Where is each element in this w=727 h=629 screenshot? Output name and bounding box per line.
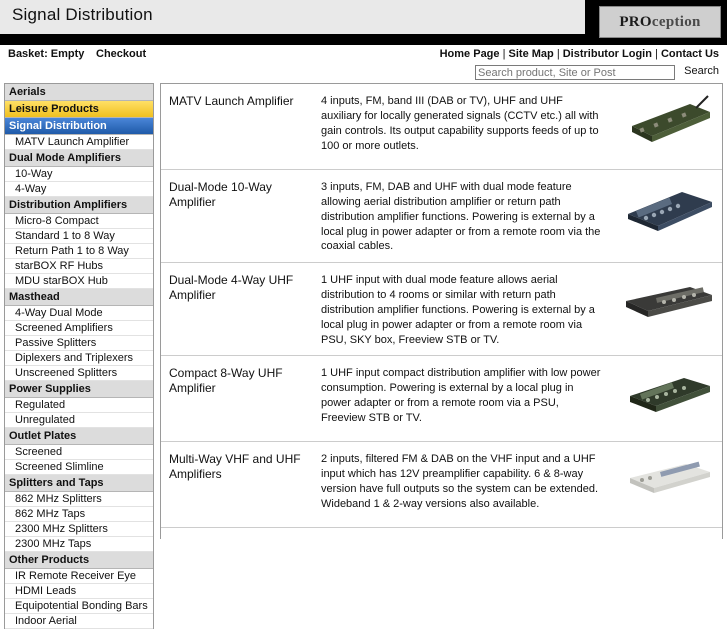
sidebar-item-regulated[interactable]: Regulated <box>5 398 153 413</box>
product-row[interactable] <box>161 84 722 170</box>
product-description: 3 inputs, FM, DAB and UHF with dual mode feature allowing aerial distribution amplifier or return path distribution amplifier functions. Powering is external by a local plug in power adapter or from a remote room via the coaxial cables. <box>321 181 601 253</box>
brand-logo-ception: ception <box>651 13 701 30</box>
nav-site-map[interactable]: Site Map <box>508 48 554 60</box>
sidebar-item-indoor-aerial[interactable]: Indoor Aerial <box>5 614 153 629</box>
sidebar-item-mdu-starbox-hub[interactable]: MDU starBOX Hub <box>5 274 153 289</box>
brand-logo-pro: PRO <box>619 13 652 30</box>
sidebar-item-diplexers-and-triplexers[interactable]: Diplexers and Triplexers <box>5 351 153 366</box>
product-name[interactable]: MATV Launch Amplifier <box>169 94 294 108</box>
product-description: 1 UHF input with dual mode feature allows aerial distribution to 4 rooms or similar with return path distribution amplifier functions. Powering is external by a local plug in power adapter or from a remote room via PSU, SKY box, Freeview STB or TV. <box>321 274 595 346</box>
page-header <box>0 0 727 45</box>
dual-mode-4-way-uhf-amplifier-image <box>614 263 722 337</box>
sidebar-item-standard-1-to-8-way[interactable]: Standard 1 to 8 Way <box>5 229 153 244</box>
sidebar-item-starbox-rf-hubs[interactable]: starBOX RF Hubs <box>5 259 153 274</box>
product-description: 4 inputs, FM, band III (DAB or TV), UHF and UHF auxiliary for locally generated signals (CCTV etc.) all with gain controls. Its output capability supports feeds of up to 100 or more outlets. <box>321 95 599 152</box>
sidebar-group-other-products[interactable]: Other Products <box>5 552 153 569</box>
sidebar-group-masthead[interactable]: Masthead <box>5 289 153 306</box>
multi-way-vhf-uhf-amplifiers-image <box>614 442 722 512</box>
sidebar-group-distribution-amplifiers[interactable]: Distribution Amplifiers <box>5 197 153 214</box>
sidebar-group-leisure-products[interactable]: Leisure Products <box>5 101 153 118</box>
sidebar-item-4-way[interactable]: 4-Way <box>5 182 153 197</box>
sidebar-item-equipotential-bonding-bars[interactable]: Equipotential Bonding Bars <box>5 599 153 614</box>
sidebar-item-return-path-1-to-8-way[interactable]: Return Path 1 to 8 Way <box>5 244 153 259</box>
search-input[interactable] <box>475 65 675 80</box>
matv-launch-amplifier-image <box>614 84 722 158</box>
sidebar-item-2300-mhz-taps[interactable]: 2300 MHz Taps <box>5 537 153 552</box>
checkout-link[interactable]: Checkout <box>96 48 147 60</box>
sidebar-group-signal-distribution[interactable]: Signal Distribution <box>5 118 153 135</box>
search-bar <box>0 65 727 83</box>
top-navigation <box>440 48 719 60</box>
search-button[interactable]: Search <box>684 65 719 77</box>
utility-bar <box>0 45 727 65</box>
sidebar-item-unregulated[interactable]: Unregulated <box>5 413 153 428</box>
product-list <box>160 83 723 539</box>
nav-home-page[interactable]: Home Page <box>439 48 500 60</box>
sidebar-item-passive-splitters[interactable]: Passive Splitters <box>5 336 153 351</box>
product-row[interactable] <box>161 442 722 528</box>
nav-distributor-login[interactable]: Distributor Login <box>562 48 652 60</box>
product-description: 2 inputs, filtered FM & DAB on the VHF input and a UHF input which has 12V preamplifier capability. 6 & 8-way version have full outputs so the system can be extended. Wideband 1 & 2-way versions also available. <box>321 453 598 510</box>
page-body <box>0 83 727 627</box>
product-row[interactable] <box>161 263 722 356</box>
brand-logo[interactable] <box>599 6 721 38</box>
product-name[interactable]: Dual-Mode 4-Way UHF Amplifier <box>169 273 294 303</box>
sidebar-item-unscreened-splitters[interactable]: Unscreened Splitters <box>5 366 153 381</box>
product-name[interactable]: Multi-Way VHF and UHF Amplifiers <box>169 452 301 482</box>
product-row[interactable] <box>161 170 722 263</box>
dual-mode-10-way-amplifier-image <box>614 170 722 244</box>
nav-separator-1: | <box>502 48 506 60</box>
sidebar-item-matv-launch-amplifier[interactable]: MATV Launch Amplifier <box>5 135 153 150</box>
product-description: 1 UHF input compact distribution amplifier with low power consumption. Powering is external by a local plug in power adapter or from a remote room via a PSU, Freeview STB or TV. <box>321 367 601 424</box>
sidebar-group-splitters-and-taps[interactable]: Splitters and Taps <box>5 475 153 492</box>
page-title: Signal Distribution <box>12 5 153 24</box>
sidebar-item-862-mhz-taps[interactable]: 862 MHz Taps <box>5 507 153 522</box>
sidebar-item-4-way-dual-mode[interactable]: 4-Way Dual Mode <box>5 306 153 321</box>
category-sidebar <box>4 83 154 629</box>
sidebar-item-10-way[interactable]: 10-Way <box>5 167 153 182</box>
sidebar-item-screened[interactable]: Screened <box>5 445 153 460</box>
sidebar-group-aerials[interactable]: Aerials <box>5 84 153 101</box>
sidebar-group-outlet-plates[interactable]: Outlet Plates <box>5 428 153 445</box>
sidebar-item-862-mhz-splitters[interactable]: 862 MHz Splitters <box>5 492 153 507</box>
sidebar-item-screened-slimline[interactable]: Screened Slimline <box>5 460 153 475</box>
nav-separator-3: | <box>655 48 658 60</box>
sidebar-group-dual-mode-amplifiers[interactable]: Dual Mode Amplifiers <box>5 150 153 167</box>
sidebar-item-ir-remote-receiver-eye[interactable]: IR Remote Receiver Eye <box>5 569 153 584</box>
sidebar-item-screened-amplifiers[interactable]: Screened Amplifiers <box>5 321 153 336</box>
nav-separator-2: | <box>556 48 560 60</box>
nav-contact-us[interactable]: Contact Us <box>660 48 719 60</box>
sidebar-item-hdmi-leads[interactable]: HDMI Leads <box>5 584 153 599</box>
compact-8-way-uhf-amplifier-image <box>614 356 722 430</box>
product-row[interactable] <box>161 356 722 442</box>
sidebar-item-micro-8-compact[interactable]: Micro-8 Compact <box>5 214 153 229</box>
brand-logo-text <box>619 14 700 31</box>
product-name[interactable]: Compact 8-Way UHF Amplifier <box>169 366 283 396</box>
sidebar-item-2300-mhz-splitters[interactable]: 2300 MHz Splitters <box>5 522 153 537</box>
sidebar-group-power-supplies[interactable]: Power Supplies <box>5 381 153 398</box>
product-name[interactable]: Dual-Mode 10-Way Amplifier <box>169 180 272 209</box>
basket-status: Basket: Empty <box>8 48 85 60</box>
